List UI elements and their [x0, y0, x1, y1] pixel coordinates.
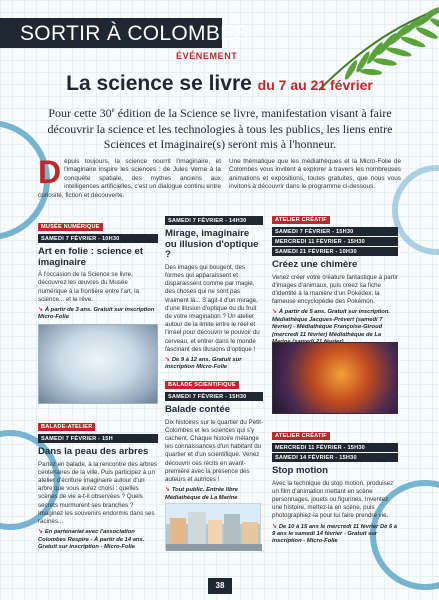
card-note [272, 309, 398, 346]
intro-paragraph [40, 103, 400, 153]
card-note-text: À partir de 5 ans. Gratuit sur inscription. Médiathèque Jacques-Prévert (samedi 7 février) - Médiathèque Françoise-Giroud (mercredi 11 février) Médiathèque de La [272, 309, 390, 338]
card-title: Balade contée [165, 404, 231, 415]
card-body: Partez en balade, à la rencontre des arbres centenaires de la ville. Puis participez à un atelier d'écriture imaginaire autour d'un arbre que vous aurez choisi : quelles scènes de vie a-t-il observées ? Quels secrets murmurent ses branches ? Imaginez les souvenirs endormis dans ses racines... [38, 460, 158, 526]
chimera-illustration [272, 342, 398, 414]
ice-sculpture-photo [38, 324, 158, 404]
intro-text-b: édition de la Science se livre, manifestation visant à faire découvrir la science et les technologies à tous les publics, les liens entre Sciences et Imaginaire(s) seront mis à l'honneur. [47, 106, 393, 151]
card-art-en-folie [38, 215, 158, 322]
card-stop-motion [272, 424, 398, 546]
intro-sup: e [111, 106, 115, 114]
card-body: Dix histoires sur le quartier du Petit-Colombes et les sciences qui s'y cachent. Chaque histoire mélange les connaissances d'un habitant du quartier et d'un scientifique. Venez découvrir ces récits en avant-première avec la présence des auteurs et autrices ! [165, 418, 264, 484]
event-tag: ÉVÉNEMENT [176, 51, 238, 61]
card-date: MERCREDI 11 FÉVRIER - 15H30 [272, 237, 398, 246]
card-note-text: De 9 à 12 ans. Gratuit sur inscription Micro-Folie [165, 357, 242, 371]
card-tag: ATELIER CRÉATIF [272, 432, 330, 440]
card-note-text: De 10 à 15 ans le mercredi 11 février De 6 à 9 ans le samedi 14 février - Gratuit sur inscription - Micro-Folie [272, 523, 398, 545]
card-date: SAMEDI 7 FÉVRIER - 15H30 [272, 227, 398, 236]
arrow-icon: ➘ [38, 307, 43, 313]
card-body: Des images qui bougent, des formes qui apparaissent et disparaissent comme par magie, des choses qui ne sont pas vraiment là... S'agit-il d'un mirage, d'une illusion d'optique ou du fruit de votre imagination ? Un atelier autour de la limite entre le réel et l'irréel pour découvrir le pouvoir du cerveau, et entrer dans le monde fascinant des illusions d'optique ! [165, 263, 260, 353]
card-date: MERCREDI 11 FÉVRIER - 15H30 [272, 443, 398, 452]
section-title: SORTIR À COLOMBES [20, 22, 249, 45]
title-text: La science se livre [66, 72, 252, 95]
card-date: SAMEDI 21 FÉVRIER - 10H30 [272, 247, 398, 256]
lead-left-text: epuis toujours, la science nourrit l'imaginaire, et l'imaginaire inspire les sciences : de Jules Verne à la conquête spatiale, des mythes anciens aux intelligences artificielles, c'est un dialogue continu entre curiosité, fiction et découverte. [38, 158, 221, 199]
card-date: SAMEDI 7 FÉVRIER - 14H30 [165, 216, 263, 225]
title-dates: du 7 au 21 février [257, 77, 373, 93]
card-body: Avec la technique du stop motion, produisez un film d'animation mettant en scène personnages, jouets ou figurines. Inventez une histoire, mettez-la en scène, puis photographiez-la pour lui faire prendre vie. [272, 479, 394, 520]
card-title: Mirage, imaginaire ou illusion d'optique ? [165, 228, 259, 261]
arrow-icon: ➘ [165, 487, 170, 494]
card-note-text: Tout public. Entrée libre Médiathèque de La Marine [165, 487, 238, 501]
street-illustration [165, 503, 261, 550]
houses-icon [166, 504, 262, 551]
arrow-icon: ➘ [272, 523, 277, 530]
card-note [272, 524, 398, 546]
card-note-text: En partenariat avec l'association Colombes Respire - À partir de 14 ans. Gratuit sur inscription - Micro-Folie [38, 529, 145, 551]
lead-paragraph-right: Une thématique que les médiathèques et la Micro-Folie de Colombes vous invitent à explorer à travers les nombreuses animations et expositions, toutes gratuites, que nous vous invitons à découvrir dans le programme ci-dessous. [229, 158, 401, 191]
card-peau-des-arbres [38, 415, 158, 551]
dropcap: D [38, 154, 62, 190]
card-title: Créez une chimère [272, 259, 358, 270]
card-note-text: À partir de 3 ans. Gratuit sur inscription Micro-Folie [38, 307, 155, 321]
card-tag: ATELIER CRÉATIF [272, 216, 330, 224]
lead-paragraph-left [38, 154, 221, 200]
card-mirage [165, 215, 263, 372]
card-tag: MUSÉE NUMÉRIQUE [38, 223, 103, 231]
card-balade-contee [165, 373, 263, 502]
card-date: SAMEDI 7 FÉVRIER - 10H30 [38, 234, 158, 243]
card-body: À l'occasion de la Science se livre, découvrez les œuvres du Musée numérique à la frontière entre l'art, la science... et le rêve. [38, 271, 139, 303]
card-tag: BALADE SCIENTIFIQUE [165, 381, 239, 389]
arrow-icon: ➘ [38, 529, 43, 536]
card-note [38, 529, 158, 551]
card-date: SAMEDI 7 FÉVRIER - 15H [38, 434, 158, 443]
card-title: Art en folie : science et imaginaire [38, 246, 144, 268]
card-title: Dans la peau des arbres [38, 446, 149, 457]
page-number: 38 [208, 578, 232, 594]
card-title: Stop motion [272, 465, 328, 476]
arrow-icon: ➘ [165, 357, 170, 364]
card-body: Venez créer votre créature fantastique à partir d'images d'animaux, puis créez sa fiche d'identité à la manière d'un Pokédex, la fameuse encyclopédie des Pokémon. [272, 273, 398, 306]
card-note [165, 487, 263, 502]
card-chimere [272, 208, 398, 346]
arrow-icon: ➘ [272, 309, 277, 316]
card-note [165, 357, 263, 372]
card-date: SAMEDI 14 FÉVRIER - 15H30 [272, 453, 398, 462]
page-title [0, 72, 439, 96]
card-note [38, 307, 158, 322]
card-tag: BALADE-ATELIER [38, 423, 95, 431]
card-date: SAMEDI 7 FÉVRIER - 15H30 [165, 392, 263, 401]
intro-text-a: Pour cette 30 [48, 106, 112, 120]
